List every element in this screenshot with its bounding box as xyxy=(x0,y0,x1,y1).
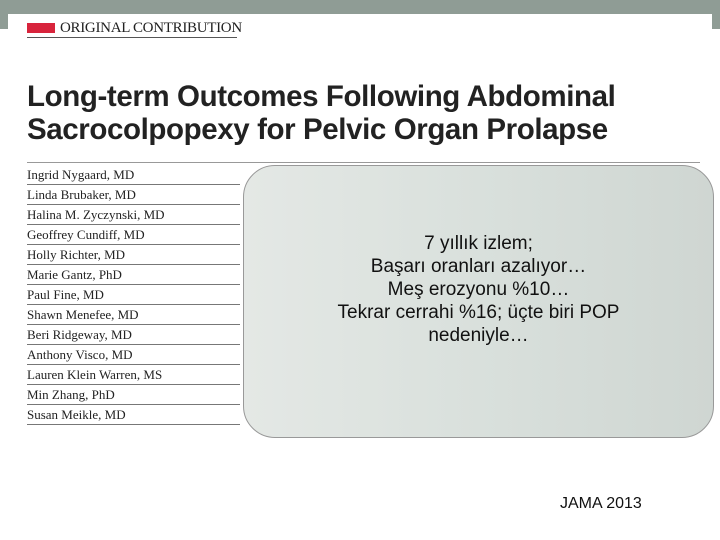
author: Halina M. Zyczynski, MD xyxy=(27,205,240,225)
author: Holly Richter, MD xyxy=(27,245,240,265)
author: Paul Fine, MD xyxy=(27,285,240,305)
author: Lauren Klein Warren, MS xyxy=(27,365,240,385)
top-band xyxy=(0,0,720,14)
divider xyxy=(27,162,700,163)
source-citation: JAMA 2013 xyxy=(560,495,642,512)
title-line: Sacrocolpopexy for Pelvic Organ Prolapse xyxy=(27,113,608,146)
author: Marie Gantz, PhD xyxy=(27,265,240,285)
author: Anthony Visco, MD xyxy=(27,345,240,365)
callout-box xyxy=(243,165,714,438)
author: Linda Brubaker, MD xyxy=(27,185,240,205)
author: Shawn Menefee, MD xyxy=(27,305,240,325)
section-header xyxy=(27,19,242,38)
author: Beri Ridgeway, MD xyxy=(27,325,240,345)
section-marker xyxy=(27,23,55,33)
author: Min Zhang, PhD xyxy=(27,385,240,405)
author: Susan Meikle, MD xyxy=(27,405,240,425)
right-band xyxy=(712,0,720,29)
author: Geoffrey Cundiff, MD xyxy=(27,225,240,245)
callout-line: nedeniyle… xyxy=(428,325,529,346)
author: Ingrid Nygaard, MD xyxy=(27,165,240,185)
author-list xyxy=(27,165,240,425)
callout-text xyxy=(244,232,713,347)
callout-line: Başarı oranları azalıyor… xyxy=(370,256,587,277)
article-title xyxy=(27,80,615,146)
left-band xyxy=(0,0,8,29)
callout-line: 7 yıllık izlem; xyxy=(424,233,533,254)
section-label: ORIGINAL CONTRIBUTION xyxy=(60,20,242,36)
callout-line: Meş erozyonu %10… xyxy=(387,279,570,300)
callout-line: Tekrar cerrahi %16; üçte biri POP xyxy=(337,302,620,323)
title-line: Long-term Outcomes Following Abdominal xyxy=(27,80,616,113)
